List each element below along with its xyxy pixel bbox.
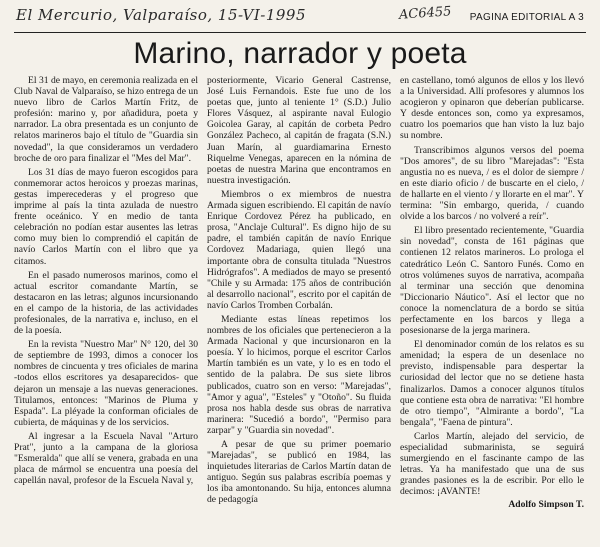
handwritten-archive-code: AC6455: [398, 4, 452, 23]
handwritten-source-note: El Mercurio, Valparaíso, 15-VI-1995: [16, 6, 306, 24]
header-rule: [14, 32, 586, 33]
paragraph: Mediante estas líneas repetimos los nombres de los oficiales que pertenecieron a la Armada Nacional y que incursionaron en la poesía. Y lo hicimos, porque el escritor Carlos Martín también es un vate, y lo es en todo el sentido de la palabra. De sus siete libros publicados, cuatro son en verso: "Marejadas", "Amor y agua", "Esteles" y "Otoño". Su fluida prosa nos habla desde sus obras de narrativa marinera: "Sucedió a bordo", "Permiso para zarpar" y "Guardia sin novedad".: [207, 313, 391, 436]
paragraph: en castellano, tomó algunos de ellos y los llevó a la Universidad. Allí profesores y alumnos los acogieron y opinaron que deberían publicarse. Y desde entonces son, como ya expresamos, cuatro los poemarios que han visto la luz bajo su nombre.: [400, 75, 584, 142]
section-label: PAGINA EDITORIAL A 3: [469, 12, 584, 23]
paragraph: Los 31 días de mayo fueron escogidos para conmemorar actos heroicos y proezas marinas, gestas imperecederas y el progreso que imprime al país la tinta azulada de nuestro frente oceánico. Y en medio de tanta celebración no podían estar ausentes las letras como muy bien lo comprendió el capitán de navío Carlos Martín con el libro que ya citamos.: [14, 166, 198, 267]
clipping-header: [14, 6, 586, 32]
author-byline: Adolfo Simpson T.: [508, 499, 584, 511]
paragraph: posteriormente, Vicario General Castrense, José Luis Fernandois. Este fue uno de los poetas que, junto al teniente 1° (S.D.) Julio Flores Vásquez, al aspirante naval Eulogio Goicolea Garay, al capitán de corbeta Pedro González Pacheco, al capitán de fragata (S.N.) Juan Marín, al guardiamarina Ernesto Riquelme Venegas, aparecen en la nómina de poetas de nuestra Marina que encontramos en nuestra investigación.: [207, 75, 391, 186]
paragraph: Al ingresar a la Escuela Naval "Arturo Prat", junto a la campana de la gloriosa "Esmeralda" que allí se venera, grabada en una placa de mármol se encuentra una poesía del capellán naval, profesor de la Escuela Naval y,: [14, 430, 198, 487]
paragraph: Carlos Martín, alejado del servicio, de especialidad submarinista, se seguirá sumergiendo en el fascinante campo de las letras. Ya ha manifestado que una de sus grandes pasiones es la de escribir. Por ello le decimos: ¡AVANTE!: [400, 430, 584, 498]
paragraph: Miembros o ex miembros de nuestra Armada siguen escribiendo. El capitán de navío Enrique Cordovez Pérez ha publicado, en prosa, "Anclaje Cultural". Es digno hijo de su padre, el también capitán de navío Enrique Cordovez Madariaga, quien llegó una importante obra de consulta titulada "Nuestros Hidrógrafos". A mediados de mayo se presentó "Chile y su Armada: 175 años de contribución al desarrollo nacional", escrito por el capitán de navío Carlos Tromben Corbalán.: [207, 188, 391, 311]
column-1: [14, 75, 198, 511]
paragraph: A pesar de que su primer poemario "Marejadas", se publicó en 1984, las inquietudes literarias de Carlos Martín datan de antiguo. Según sus palabras escribía poemas y los iba amontonando. Su hija, entonces alumna de pedagogía: [207, 439, 391, 506]
paragraph: Transcribimos algunos versos del poema "Dos amores", de su libro "Marejadas": "Esta angustia no es nueva, / es el dolor de siempre / en este diario oficio / de buscarte en el cielo, / de hallarte en el viento / y llorarte en el mar". Y termina: "Sin embargo, querida, / cuando olvide a los barcos / no volveré a reír".: [400, 144, 584, 223]
column-3: [400, 75, 584, 511]
paragraph: El 31 de mayo, en ceremonia realizada en el Club Naval de Valparaíso, se hizo entrega de un nuevo libro de Carlos Martín Fritz, de profesión: marino y, por añadidura, poeta y narrador. La obra presentada es un conjunto de relatos marineros bajo el título de "Guardia sin novedad", la que consideramos un verdadero broche de oro para finalizar el "Mes del Mar".: [14, 75, 198, 164]
article-body: [14, 75, 586, 511]
paragraph: En la revista "Nuestro Mar" N° 120, del 30 de septiembre de 1993, dimos a conocer los nombres de cincuenta y tres oficiales de marina -todos ellos escritores ya desaparecidos- que dejaron un mensaje a las nuevas generaciones. Titulamos, entonces: "Marinos de Pluma y Espada". La pléyade la conforman oficiales de cubierta, de máquinas y de los servicios.: [14, 339, 198, 428]
paragraph: El denominador común de los relatos es su amenidad; la espera de un desenlace no previsto, indispensable para despertar la curiosidad del lector que no se detiene hasta finalizarlos. Damos a conocer algunos títulos que contiene esta obra de narrativa: "El hombre de otro tiempo", "Almirante a bordo", "La bengala", "Faena de pintura".: [400, 339, 584, 428]
column-2: [207, 75, 391, 511]
article-headline: Marino, narrador y poeta: [133, 37, 467, 70]
paragraph: El libro presentado recientemente, "Guardia sin novedad", consta de 161 páginas que contienen 12 relatos marineros. Lo prologa el catedrático León C. Santoro Funés. Como en otros volúmenes suyos de narrativa, acompaña al terminar una sección que denomina "Diccionario Náutico". Así el lector que no conoce la nomenclatura de a bordo se sitúa perfectamente en los barcos y llega a posesionarse de la jerga marinera.: [400, 225, 584, 337]
paragraph: En el pasado numerosos marinos, como el actual escritor comandante Martín, se destacaron en las letras; algunos incursionando en el campo de la historia, de las actividades profesionales, de la narrativa e, incluso, en el de la poesía.: [14, 269, 198, 337]
